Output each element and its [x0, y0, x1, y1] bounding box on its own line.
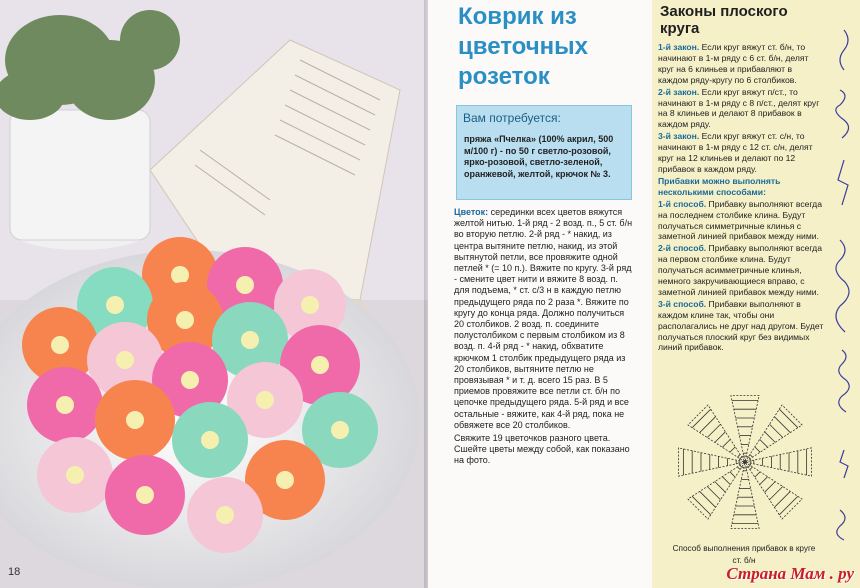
- materials-text: пряжа «Пчелка» (100% акрил, 500 м/100 г) - по 50 г светло-розовой, ярко-розовой, светло-зеленой, оранжевой, желтой, крючок № 3.: [464, 134, 614, 179]
- site-watermark: Страна Мам . ру: [726, 564, 854, 583]
- diagram-row: [765, 432, 776, 443]
- instructions-text: [454, 207, 634, 467]
- diagram-row: [750, 454, 753, 457]
- law-item: 1-й закон. Если круг вяжут ст. б/н, то начинают в 1-м ряду с 6 ст. б/н, делят круг на 6 клиньев и прибавляют в каждом ряду-кругу по 6 столбиков.: [658, 42, 809, 85]
- laws-text: [658, 42, 824, 354]
- right-page: [428, 0, 860, 588]
- instructions-lead: Цветок:: [454, 207, 489, 217]
- diagram-row: [715, 482, 726, 493]
- diagram-wedge: [688, 405, 745, 462]
- diagram-wedge: [745, 405, 802, 462]
- diagram-row: [707, 487, 720, 500]
- law-item: 2-й закон. Если круг вяжут п/ст., то начинают в 1-м ряду с 8 п/ст., делят круг на 8 клиньев и делают 8 прибавок в каждом ряду.: [658, 86, 820, 130]
- diagram-caption: Способ выполнения прибавок в круге: [672, 544, 816, 553]
- diagram-row: [730, 472, 735, 477]
- diagram-row: [760, 477, 768, 485]
- diagram-row: [722, 439, 730, 447]
- diagram-row: [750, 467, 753, 470]
- law-item: 3-й способ. Прибавки выполняют в каждом клине так, чтобы они располагались не друг над другом. Будет получаться плоский круг без видимых линий прибавок.: [658, 298, 824, 353]
- law-item: 1-й способ. Прибавку выполняют всегда на последнем столбике клина. Будут получаться симметричные клинья с заметной линией прибавок между ними.: [658, 198, 822, 242]
- diagram-caption-secondary: ст. б/н: [732, 556, 756, 565]
- diagram-wedge: [731, 395, 759, 462]
- diagram-row: [755, 472, 760, 477]
- article-title: Коврик из цветочных розеток: [458, 3, 588, 90]
- diagram-row: [730, 447, 735, 452]
- law-item: 2-й способ. Прибавку выполняют всегда на первом столбике клина. Будут получаться асимметричные клинья, немного закручивающиеся вправо, с заметной линией прибавок между ними.: [658, 243, 822, 297]
- diagram-wedge: [745, 462, 802, 519]
- diagram-row: [755, 447, 760, 452]
- laws-sidebar: [652, 0, 860, 588]
- page-number: 18: [8, 566, 21, 578]
- diagram-row: [707, 424, 720, 437]
- instructions-final: Свяжите 19 цветочков разного цвета. Сшейте цветы между собой, как показано на фото.: [454, 433, 630, 466]
- law-item: 3-й закон. Если круг вяжут ст. с/н, то начинают в 1-м ряду с 12 ст. с/н, делят круг на 12 клиньев и делают по 12 прибавок в каждом ряду.: [658, 131, 813, 174]
- diagram-row: [737, 467, 740, 470]
- materials-box: [456, 105, 632, 200]
- laws-title: Законы плоского круга: [660, 3, 788, 37]
- diagram-wedge: [688, 462, 745, 519]
- diagram-wedge: [731, 462, 759, 529]
- diagram-row: [722, 477, 730, 485]
- left-page: [0, 0, 428, 588]
- law-item: Прибавки можно выполнять несколькими способами:: [658, 175, 781, 197]
- diagram-row: [700, 491, 716, 507]
- diagram-row: [765, 482, 776, 493]
- diagram-row: [770, 487, 783, 500]
- diagram-row: [774, 491, 790, 507]
- diagram-row: [770, 424, 783, 437]
- flower-mat-photo: [0, 0, 428, 588]
- materials-heading: Вам потребуется:: [463, 111, 561, 125]
- handwritten-signature: [830, 20, 858, 550]
- diagram-row: [760, 439, 768, 447]
- diagram-row: [774, 417, 790, 433]
- instructions-body: серединки всех цветов вяжутся желтой нитью. 1-й ряд - 2 возд. п., 5 ст. б/н во вторую петлю. 2-й ряд - * накид, из центра вытяните петлю, накид, из этой вытянутой петли, все провяжите одной петлей * (= 10 п.). Вяжите по кругу. 3-й ряд - смените цвет нити и вяжите 8 возд. п. для подъема, * ст. с/3 н в каждую петлю предыдущего ряда по 2 раза *. Вяжите по кругу до конца ряда. Должно получиться 20 столбиков. 2 возд. п. соедините полустолбиком с первым столбиком из 8 возд. п. 4-й ряд - * накид, обхватите крючком 1 столбик предыдущего ряда из 20 столбиков, вытяните петлю не провязывая * и т. д. всего 15 раз. В 5 приемов провяжите все петли ст. б/н по цепочке предыдущего ряда. 5-й ряд и все остальные - вяжите, как 4-й ряд, пока не обвяжете все 20 столбиков.: [454, 207, 633, 430]
- diagram-row: [715, 432, 726, 443]
- diagram-row: [700, 417, 716, 433]
- diagram-wedge: [678, 448, 745, 476]
- diagram-wedge: [745, 448, 812, 476]
- diagram-row: [737, 454, 740, 457]
- crochet-increase-diagram: [670, 388, 820, 536]
